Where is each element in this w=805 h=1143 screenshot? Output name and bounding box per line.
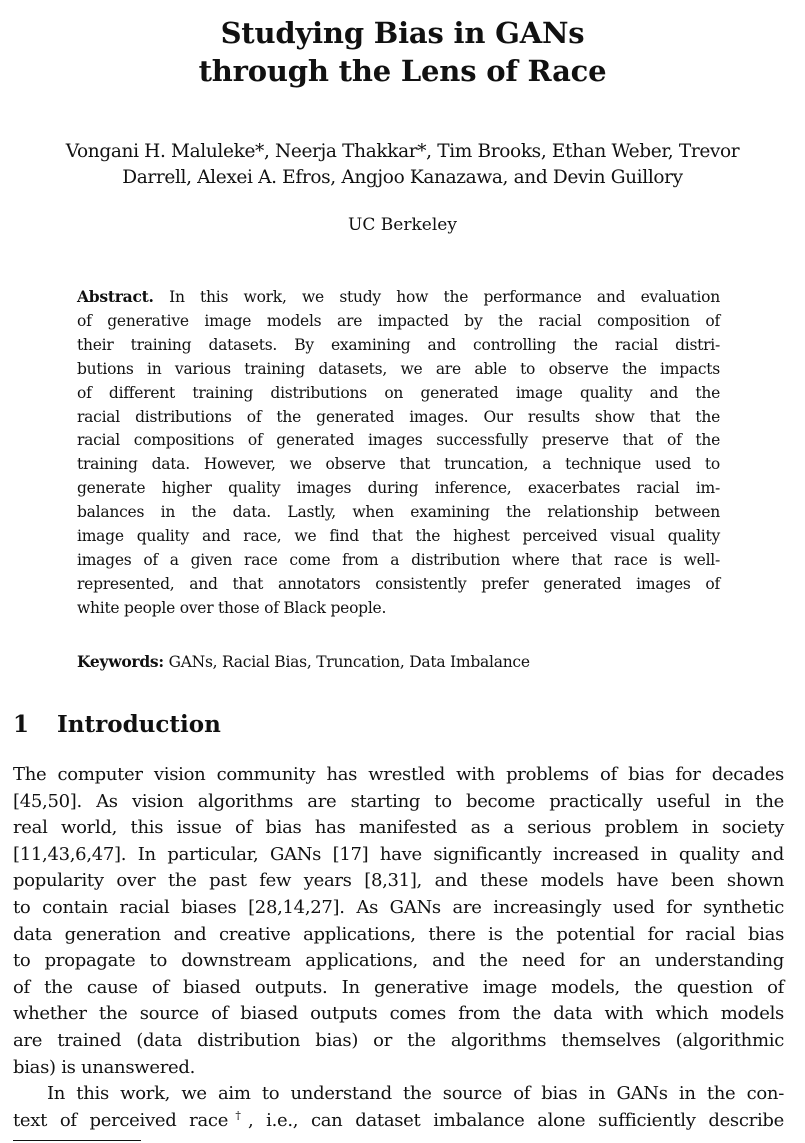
abstract-line: racial distributions of the generated images. Our results show that the	[77, 407, 720, 426]
abstract-line: of generative image models are impacted by the racial composition of	[77, 311, 720, 330]
abstract	[77, 285, 720, 621]
body-line: In this work, we aim to understand the source of bias in GANs in the con-	[47, 1083, 784, 1105]
author-list	[0, 139, 805, 191]
body-line: bias) is unanswered.	[13, 1056, 196, 1078]
footnote-rule	[13, 1140, 141, 1141]
abstract-line: racial compositions of generated images successfully preserve that of the	[77, 431, 720, 450]
body-line: The computer vision community has wrestled with problems of bias for decades	[13, 764, 784, 785]
body-line: popularity over the past few years [8,31], and these models have been shown	[13, 870, 784, 892]
body-line: text of perceived race†, i.e., can dataset imbalance alone sufficiently describe	[13, 1108, 784, 1131]
abstract-line: generate higher quality images during inference, exacerbates racial im-	[77, 479, 720, 498]
body-line: whether the source of biased outputs comes from the data with which models	[13, 1003, 784, 1025]
title-line-1: Studying Bias in GANs	[220, 16, 585, 50]
keywords-text: GANs, Racial Bias, Truncation, Data Imbalance	[168, 653, 530, 671]
section-heading	[13, 708, 221, 742]
body-line: data generation and creative applications, there is the potential for racial bias	[13, 923, 784, 945]
abstract-line: of different training distributions on generated image quality and the	[77, 383, 720, 402]
abstract-line: represented, and that annotators consistently prefer generated images of	[77, 574, 720, 593]
body-line: real world, this issue of bias has manifested as a serious problem in society	[13, 817, 784, 839]
body-line: to contain racial biases [28,14,27]. As GANs are increasingly used for synthetic	[13, 896, 784, 918]
abstract-line: butions in various training datasets, we are able to observe the impacts	[77, 359, 720, 378]
keywords	[77, 650, 720, 674]
affiliation: UC Berkeley	[348, 215, 457, 235]
author-line-1: Vongani H. Maluleke*, Neerja Thakkar*, Tim Brooks, Ethan Weber, Trevor	[65, 141, 740, 162]
keywords-label: Keywords:	[77, 652, 164, 671]
abstract-label: Abstract.	[77, 287, 154, 306]
abstract-line: Abstract. In this work, we study how the performance and evaluation	[77, 287, 720, 306]
abstract-line: white people over those of Black people.	[77, 598, 387, 617]
paper-title	[0, 14, 805, 90]
introduction-body	[13, 762, 784, 1134]
section-number: 1	[13, 711, 30, 738]
abstract-line: their training datasets. By examining and controlling the racial distri-	[77, 335, 720, 354]
body-line: [11,43,6,47]. In particular, GANs [17] have significantly increased in quality and	[13, 843, 784, 865]
author-line-2: Darrell, Alexei A. Efros, Angjoo Kanazawa, and Devin Guillory	[122, 167, 683, 188]
abstract-line: image quality and race, we find that the highest perceived visual quality	[77, 527, 720, 546]
body-line: to propagate to downstream applications, and the need for an understanding	[13, 950, 784, 972]
section-title: Introduction	[57, 711, 221, 738]
abstract-line: images of a given race come from a distribution where that race is well-	[77, 550, 720, 569]
abstract-line: training data. However, we observe that truncation, a technique used to	[77, 455, 720, 474]
abstract-line: balances in the data. Lastly, when examining the relationship between	[77, 503, 720, 522]
footnote-marker: †	[228, 1108, 248, 1122]
body-line: of the cause of biased outputs. In generative image models, the question of	[13, 976, 784, 998]
body-line: are trained (data distribution bias) or the algorithms themselves (algorithmic	[13, 1029, 784, 1051]
title-line-2: through the Lens of Race	[198, 54, 607, 88]
body-line: [45,50]. As vision algorithms are starting to become practically useful in the	[13, 790, 784, 812]
